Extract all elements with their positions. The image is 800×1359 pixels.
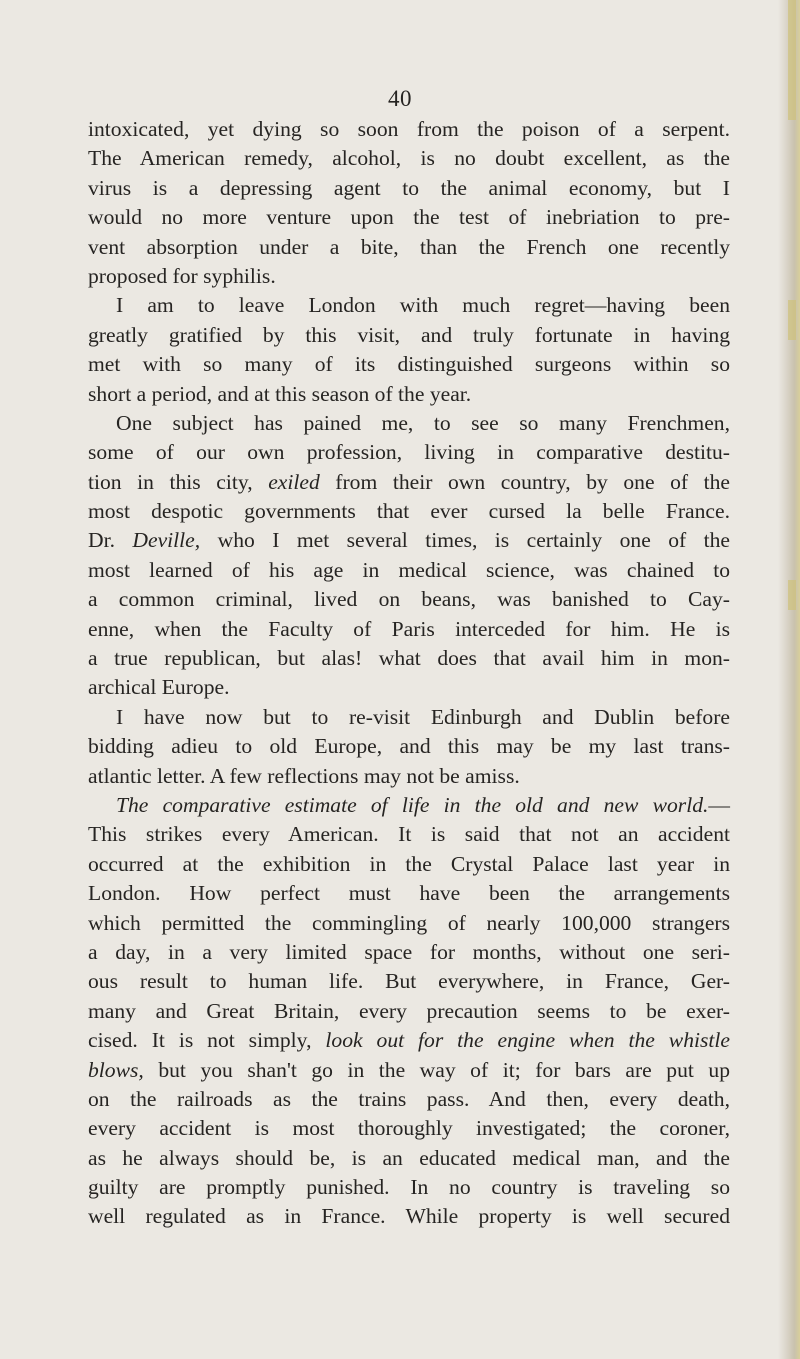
text-segment: from their own country, by one of the [319,469,730,494]
page-edge [778,0,800,1359]
text-line [88,1026,730,1055]
text-line [88,938,730,967]
text-line [88,1114,730,1143]
text-line [88,762,730,791]
text-segment: atlantic letter. A few reflections may not be amiss. [88,763,520,788]
text-line [88,850,730,879]
text-segment: This strikes every American. It is said that not an accident [88,822,730,847]
text-segment: well regulated as in France. While property is well secured [88,1204,730,1229]
text-line [88,1173,730,1202]
italic-text: look out for the engine when the whistle [325,1028,730,1053]
text-segment: greatly gratified by this visit, and truly fortunate in having [88,322,730,347]
text-line [88,673,730,702]
text-line [88,497,730,526]
italic-text: Deville, [132,528,201,553]
text-segment: I have now but to re-visit Edinburgh and Dublin before [116,704,730,729]
text-segment: The American remedy, alcohol, is no doubt excellent, as the [88,146,730,171]
text-segment: but you shan't go in the way of it; for bars are put up [143,1057,730,1082]
text-segment: short a period, and at this season of the year. [88,381,472,406]
text-segment: many and Great Britain, every precaution seems to be exer- [88,998,730,1023]
text-line [88,1085,730,1114]
text-line [88,262,730,291]
text-segment: on the railroads as the trains pass. And then, every death, [88,1086,730,1111]
text-segment: enne, when the Faculty of Paris interceded for him. He is [88,616,730,641]
text-segment: vent absorption under a bite, than the French one recently [88,234,730,259]
text-line [88,1202,730,1231]
text-line [88,380,730,409]
italic-text: exiled [268,469,320,494]
text-segment: tion in this city, [88,469,269,494]
text-line [88,174,730,203]
text-segment: archical Europe. [88,675,230,700]
text-segment: intoxicated, yet dying so soon from the poison of a serpent. [88,117,730,141]
text-segment: virus is a depressing agent to the animal economy, but I [88,175,730,200]
text-line [88,967,730,996]
text-segment: — [708,792,730,817]
italic-text: blows, [88,1057,144,1082]
text-segment: bidding adieu to old Europe, and this may be my last trans- [88,734,730,759]
body-text [88,115,730,1232]
text-segment: Dr. [88,528,133,553]
text-segment: One subject has pained me, to see so many Frenchmen, [116,410,730,435]
text-line [88,644,730,673]
text-segment: who I met several times, is certainly one of the [200,528,730,553]
text-segment: most learned of his age in medical science, was chained to [88,557,730,582]
text-line [88,203,730,232]
text-line [88,144,730,173]
text-line [88,233,730,262]
text-line [88,1056,730,1085]
text-segment: I am to leave London with much regret—having been [116,293,730,318]
text-line [88,409,730,438]
text-segment: a common criminal, lived on beans, was banished to Cay- [88,587,730,612]
text-segment: most despotic governments that ever cursed la belle France. [88,499,730,524]
text-segment: which permitted the commingling of nearly 100,000 strangers [88,910,730,935]
page-number: 40 [388,86,412,111]
edge-stain [788,0,796,120]
text-line [88,526,730,555]
text-line [88,438,730,467]
text-segment: ous result to human life. But everywhere, in France, Ger- [88,969,730,994]
text-segment: cised. It is not simply, [88,1028,326,1053]
text-segment: proposed for syphilis. [88,263,276,288]
text-line [88,468,730,497]
text-line [88,997,730,1026]
text-segment: a day, in a very limited space for months, without one seri- [88,939,730,964]
edge-stain [788,580,796,610]
text-segment: every accident is most thoroughly investigated; the coroner, [88,1116,730,1141]
text-line [88,615,730,644]
text-segment: a true republican, but alas! what does that avail him in mon- [88,646,730,671]
text-line [88,115,730,144]
text-segment: London. How perfect must have been the arrangements [88,881,730,906]
text-line [88,556,730,585]
text-line [88,350,730,379]
text-line [88,909,730,938]
text-line [88,791,730,820]
text-segment: met with so many of its distinguished surgeons within so [88,352,730,377]
text-line [88,585,730,614]
text-segment: some of our own profession, living in comparative destitu- [88,440,730,465]
text-line [88,321,730,350]
text-segment: guilty are promptly punished. In no country is traveling so [88,1175,730,1200]
text-line [88,1144,730,1173]
text-line [88,820,730,849]
edge-stain [788,300,796,340]
text-segment: occurred at the exhibition in the Crystal Palace last year in [88,851,730,876]
text-line [88,291,730,320]
text-line [88,879,730,908]
text-segment: would no more venture upon the test of inebriation to pre- [88,205,730,230]
text-line [88,703,730,732]
italic-text: The comparative estimate of life in the old and new world. [116,792,709,817]
text-segment: as he always should be, is an educated medical man, and the [88,1145,730,1170]
text-line [88,732,730,761]
